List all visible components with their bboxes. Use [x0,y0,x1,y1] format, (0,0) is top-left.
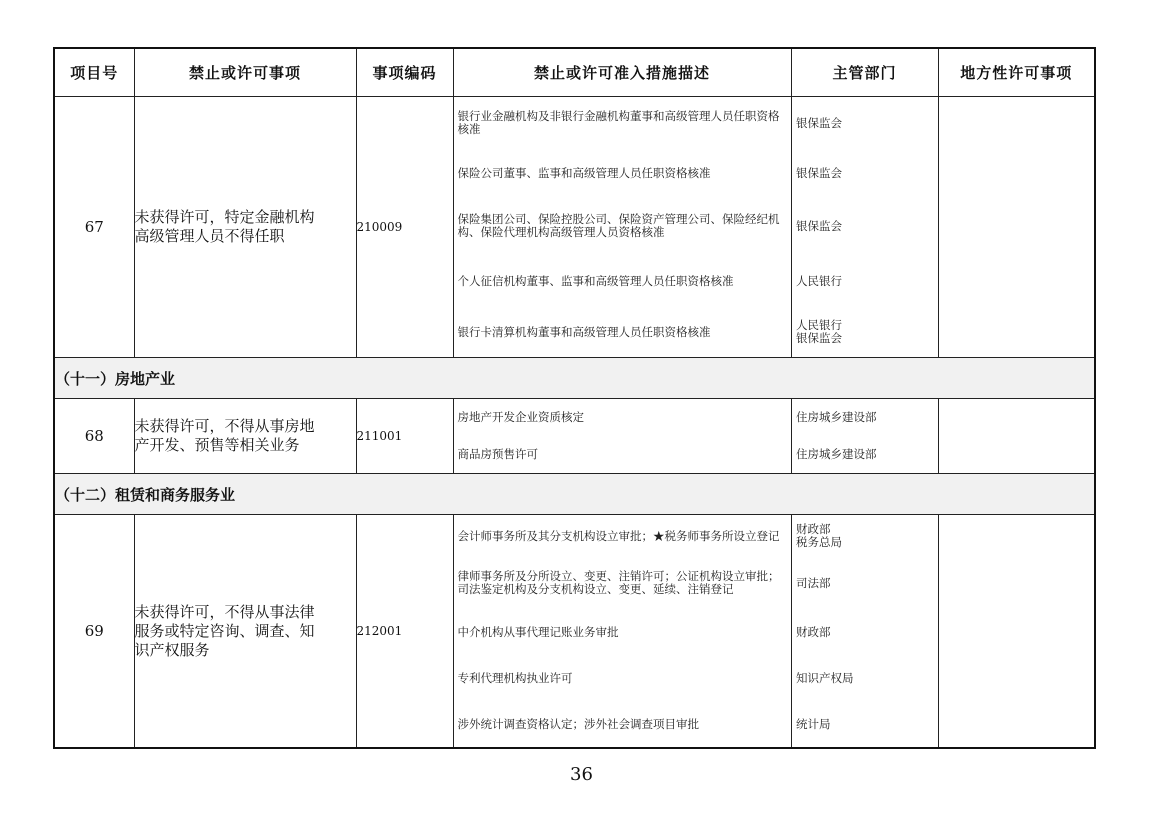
measure-description: 商品房预售许可 [454,436,792,473]
item-number: 68 [54,399,134,474]
item-title-line: 服务或特定咨询、调查、知 [134,621,315,640]
department-line: 税务总局 [796,535,842,549]
section-heading: （十二）租赁和商务服务业 [54,474,1095,515]
measure-description: 个人征信机构董事、监事和高级管理人员任职资格核准 [454,255,792,307]
measure-list [453,515,1095,749]
measure-row [454,609,1096,655]
local-permit-cell [939,515,1096,557]
section-row-12 [54,474,1095,515]
header-item-name: 禁止或许可事项 [134,48,356,97]
item-title-line: 未获得许可，不得从事法律 [134,602,315,621]
local-permit-cell [939,197,1096,255]
item-code: 211001 [356,399,453,474]
header-row [54,48,1095,97]
measure-department: 司法部 [792,557,939,609]
permit-table [53,47,1096,749]
measure-department: 人民银行 [792,255,939,307]
item-code: 212001 [356,515,453,749]
measure-row [454,149,1096,197]
measure-description: 房地产开发企业资质核定 [454,399,792,436]
local-permit-cell [939,307,1096,357]
measure-department: 知识产权局 [792,655,939,701]
measure-row [454,436,1096,473]
table-row-item-67 [54,97,1095,358]
item-title-line: 未获得许可，不得从事房地 [134,417,315,435]
department-line: 银保监会 [796,331,842,345]
header-department: 主管部门 [791,48,938,97]
measure-description: 专利代理机构执业许可 [454,655,792,701]
local-permit-cell [939,609,1096,655]
measure-description: 银行卡清算机构董事和高级管理人员任职资格核准 [454,307,792,357]
item-number: 69 [54,515,134,749]
department-line: 人民银行 [796,318,842,332]
header-item-number: 项目号 [54,48,134,97]
measure-department: 财政部 [792,609,939,655]
measure-row [454,399,1096,436]
table-row-item-68 [54,399,1095,474]
measure-description: 涉外统计调查资格认定；涉外社会调查项目审批 [454,701,792,747]
header-measure-description: 禁止或许可准入措施描述 [453,48,791,97]
local-permit-cell [939,557,1096,609]
measure-row [454,515,1096,557]
header-local-permit: 地方性许可事项 [938,48,1095,97]
header-item-code: 事项编码 [356,48,453,97]
department-line: 财政部 [796,522,831,536]
item-code: 210009 [356,97,453,358]
section-heading: （十一）房地产业 [54,358,1095,399]
measure-description: 会计师事务所及其分支机构设立审批；★税务师事务所设立登记 [454,515,792,557]
item-title [134,515,356,749]
item-title-line: 高级管理人员不得任职 [134,227,285,245]
table-row-item-69 [54,515,1095,749]
measure-description: 律师事务所及分所设立、变更、注销许可；公证机构设立审批；司法鉴定机构及分支机构设立、变更、延续、注销登记 [454,557,792,609]
local-permit-cell [939,399,1096,436]
measure-row [454,307,1096,357]
measure-list [453,399,1095,474]
item-title [134,399,356,474]
measure-department: 银保监会 [792,149,939,197]
measure-list [453,97,1095,358]
measure-description: 保险公司董事、监事和高级管理人员任职资格核准 [454,149,792,197]
section-row-11 [54,358,1095,399]
measure-department: 住房城乡建设部 [792,436,939,473]
measure-description: 中介机构从事代理记账业务审批 [454,609,792,655]
measure-row [454,255,1096,307]
measure-department [792,515,939,557]
item-title-line: 未获得许可，特定金融机构 [134,208,315,226]
measure-row [454,557,1096,609]
measure-description: 保险集团公司、保险控股公司、保险资产管理公司、保险经纪机构、保险代理机构高级管理人员资格核准 [454,197,792,255]
local-permit-cell [939,255,1096,307]
measure-department: 统计局 [792,701,939,747]
local-permit-cell [939,97,1096,149]
measure-row [454,197,1096,255]
local-permit-cell [939,701,1096,747]
measure-department: 银保监会 [792,97,939,149]
measure-department [792,307,939,357]
page-number: 36 [570,764,593,785]
measure-department: 银保监会 [792,197,939,255]
measure-row [454,701,1096,747]
item-title-line: 识产权服务 [134,640,210,659]
item-number: 67 [54,97,134,358]
local-permit-cell [939,655,1096,701]
item-title [134,97,356,358]
measure-description: 银行业金融机构及非银行金融机构董事和高级管理人员任职资格核准 [454,97,792,149]
measure-row [454,97,1096,149]
measure-department: 住房城乡建设部 [792,399,939,436]
local-permit-cell [939,149,1096,197]
measure-row [454,655,1096,701]
item-title-line: 产开发、预售等相关业务 [134,436,300,454]
local-permit-cell [939,436,1096,473]
